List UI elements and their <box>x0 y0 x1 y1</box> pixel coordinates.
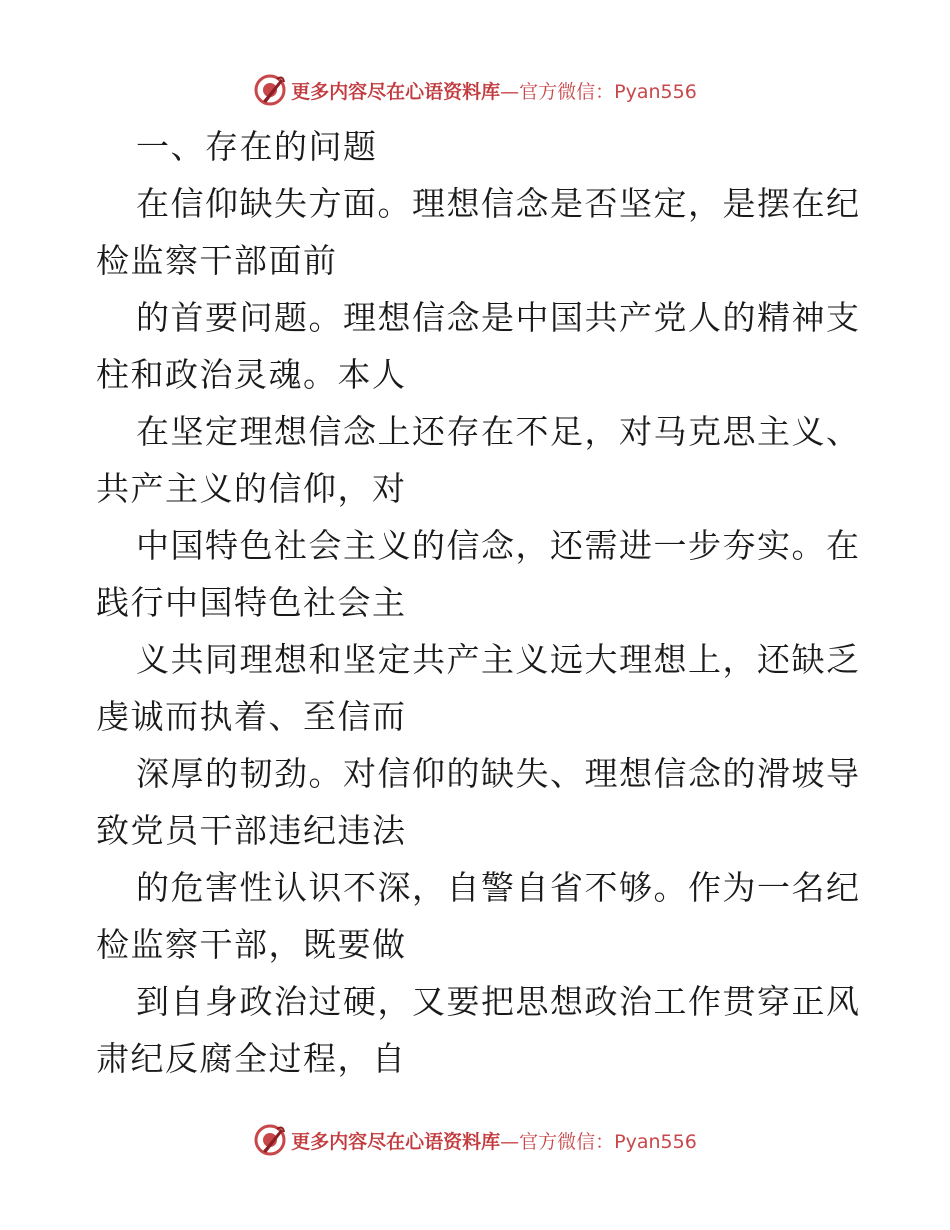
quill-logo-icon <box>253 1123 287 1157</box>
text-line: 肃纪反腐全过程，自 <box>96 1039 407 1078</box>
text-line: 到自身政治过硬，又要把思想政治工作贯穿正风 <box>136 982 861 1021</box>
watermark-main: 更多内容尽在心语资料库 <box>291 1130 501 1153</box>
text-line: 虔诚而执着、至信而 <box>96 697 407 736</box>
text-line: 致党员干部违纪违法 <box>96 811 407 850</box>
header-watermark <box>0 70 950 110</box>
text-line: 深厚的韧劲。对信仰的缺失、理想信念的滑坡导 <box>136 754 861 793</box>
text-line: 在信仰缺失方面。理想信念是否坚定，是摆在纪 <box>136 184 861 223</box>
section-heading: 一、存在的问题 <box>136 127 378 166</box>
watermark-suffix: —官方微信：Pyan556 <box>500 1130 697 1153</box>
quill-logo-icon <box>253 73 287 107</box>
text-line: 检监察干部，既要做 <box>96 925 407 964</box>
watermark-text <box>291 77 697 104</box>
text-line: 柱和政治灵魂。本人 <box>96 355 407 394</box>
watermark-main: 更多内容尽在心语资料库 <box>291 80 501 103</box>
watermark-suffix: —官方微信：Pyan556 <box>500 80 697 103</box>
footer-watermark <box>0 1120 950 1160</box>
document-body <box>96 118 861 1087</box>
text-line: 的首要问题。理想信念是中国共产党人的精神支 <box>136 298 861 337</box>
text-line: 践行中国特色社会主 <box>96 583 407 622</box>
text-line: 中国特色社会主义的信念，还需进一步夯实。在 <box>136 526 861 565</box>
text-line: 的危害性认识不深，自警自省不够。作为一名纪 <box>136 868 861 907</box>
text-line: 检监察干部面前 <box>96 241 338 280</box>
text-line: 共产主义的信仰，对 <box>96 469 407 508</box>
watermark-text <box>291 1127 697 1154</box>
text-line: 在坚定理想信念上还存在不足，对马克思主义、 <box>136 412 861 451</box>
text-line: 义共同理想和坚定共产主义远大理想上，还缺乏 <box>136 640 861 679</box>
